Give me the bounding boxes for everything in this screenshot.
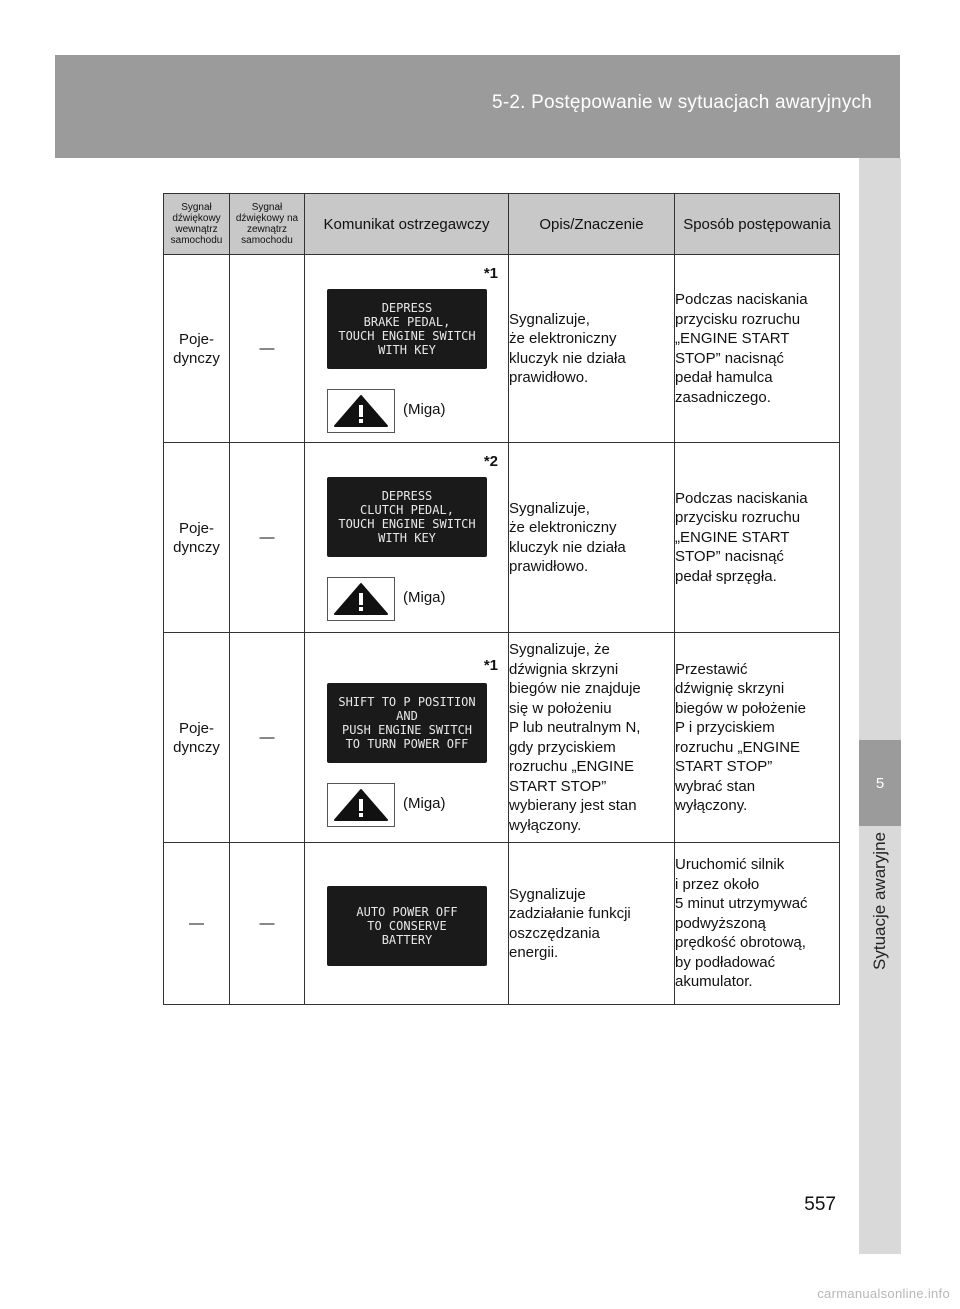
inside-sound-cell: Poje- dynczy	[164, 443, 230, 633]
outside-sound-cell: —	[230, 633, 305, 843]
column-header-message: Komunikat ostrzegawczy	[305, 194, 509, 255]
flash-label: (Miga)	[403, 795, 446, 812]
action-cell: Przestawić dźwignię skrzyni biegów w położenie P i przyciskiem rozruchu „ENGINE START STOP” wybrać stan wyłączony.	[675, 633, 840, 843]
warning-icon	[327, 783, 395, 827]
action-cell: Podczas naciskania przycisku rozruchu „ENGINE START STOP” nacisnąć pedał sprzęgła.	[675, 443, 840, 633]
flash-label: (Miga)	[403, 401, 446, 418]
description-cell: Sygnalizuje, że dźwignia skrzyni biegów nie znajduje się w położeniu P lub neutralnym N, gdy przyciskiem rozruchu „ENGINE START STOP” wybierany jest stan wyłączony.	[509, 633, 675, 843]
description-cell: Sygnalizuje zadziałanie funkcji oszczędzania energii.	[509, 843, 675, 1005]
chapter-title: Sytuacje awaryjne	[870, 832, 889, 970]
message-cell	[305, 633, 509, 843]
chapter-tab: 5	[859, 740, 901, 826]
action-cell: Podczas naciskania przycisku rozruchu „ENGINE START STOP” nacisnąć pedał hamulca zasadniczego.	[675, 255, 840, 443]
column-header-description: Opis/Znaczenie	[509, 194, 675, 255]
table-row	[164, 255, 840, 443]
page-number: 557	[804, 1194, 836, 1215]
exclamation-triangle-icon	[332, 788, 390, 822]
column-header-action: Sposób postępowania	[675, 194, 840, 255]
section-title: 5-2. Postępowanie w sytuacjach awaryjnych	[492, 92, 872, 113]
footnote-marker: *1	[483, 657, 498, 674]
warning-table	[163, 193, 840, 1005]
column-header-inside-sound: Sygnał dźwiękowy wewnątrz samochodu	[164, 194, 230, 255]
chapter-label	[859, 826, 901, 1006]
display-screen: AUTO POWER OFF TO CONSERVE BATTERY	[327, 886, 487, 966]
description-cell: Sygnalizuje, że elektroniczny kluczyk nie działa prawidłowo.	[509, 443, 675, 633]
message-cell	[305, 443, 509, 633]
inside-sound-cell: —	[164, 843, 230, 1005]
table-header-row	[164, 194, 840, 255]
exclamation-triangle-icon	[332, 582, 390, 616]
outside-sound-cell: —	[230, 443, 305, 633]
outside-sound-cell: —	[230, 255, 305, 443]
message-cell	[305, 255, 509, 443]
display-screen: SHIFT TO P POSITION AND PUSH ENGINE SWITCH TO TURN POWER OFF	[327, 683, 487, 763]
description-cell: Sygnalizuje, że elektroniczny kluczyk nie działa prawidłowo.	[509, 255, 675, 443]
header-band	[55, 55, 900, 158]
display-screen: DEPRESS CLUTCH PEDAL, TOUCH ENGINE SWITCH WITH KEY	[327, 477, 487, 557]
side-strip	[859, 158, 901, 1254]
footnote-marker: *2	[483, 453, 498, 470]
exclamation-triangle-icon	[332, 394, 390, 428]
table-row	[164, 843, 840, 1005]
warning-icon	[327, 389, 395, 433]
table-row	[164, 633, 840, 843]
column-header-outside-sound: Sygnał dźwiękowy na zewnątrz samochodu	[230, 194, 305, 255]
outside-sound-cell: —	[230, 843, 305, 1005]
warning-icon	[327, 577, 395, 621]
message-cell	[305, 843, 509, 1005]
footnote-marker: *1	[483, 265, 498, 282]
table-row	[164, 443, 840, 633]
flash-label: (Miga)	[403, 589, 446, 606]
action-cell: Uruchomić silnik i przez około 5 minut utrzymywać podwyższoną prędkość obrotową, by podładować akumulator.	[675, 843, 840, 1005]
inside-sound-cell: Poje- dynczy	[164, 255, 230, 443]
watermark-text: carmanualsonline.info	[817, 1286, 950, 1301]
display-screen: DEPRESS BRAKE PEDAL, TOUCH ENGINE SWITCH WITH KEY	[327, 289, 487, 369]
inside-sound-cell: Poje- dynczy	[164, 633, 230, 843]
